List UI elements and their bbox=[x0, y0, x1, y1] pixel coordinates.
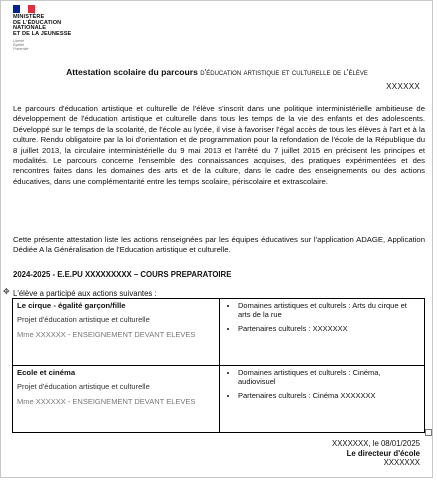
table-row bbox=[13, 366, 425, 433]
signature-name: XXXXXXX bbox=[383, 458, 420, 467]
actions-intro: L'élève a participé aux actions suivantes : bbox=[13, 289, 157, 298]
table-resize-handle[interactable] bbox=[425, 429, 432, 436]
flag-white-stripe bbox=[20, 5, 27, 13]
action-project-type: Projet d'éducation artistique et culturelle bbox=[17, 315, 150, 324]
action-title: Ecole et cinéma bbox=[17, 368, 76, 377]
republic-motto: Liberté Égalité Fraternité bbox=[13, 39, 29, 52]
actions-table bbox=[12, 298, 425, 433]
title-bold: Attestation scolaire du parcours bbox=[66, 67, 198, 77]
flag-blue-stripe bbox=[13, 5, 20, 13]
flag-red-stripe bbox=[28, 5, 35, 13]
ministry-logo bbox=[13, 5, 83, 51]
action-title: Le cirque - égalité garçon/fille bbox=[17, 301, 126, 310]
adage-paragraph: Cette présente attestation liste les actions renseignées par les équipes éducatives sur l'application ADAGE, Application Dédiée A la Généralisation de l'Education artistique et culturelle. bbox=[13, 235, 425, 255]
document-title bbox=[17, 67, 417, 77]
action-cell[interactable] bbox=[13, 366, 220, 433]
school-year-heading: 2024-2025 - E.E.PU XXXXXXXXX – COURS PREPARATOIRE bbox=[13, 270, 232, 279]
table-move-handle-icon[interactable]: ✥ bbox=[3, 287, 10, 296]
action-teacher: Mme XXXXXX - ENSEIGNEMENT DEVANT ELEVES bbox=[17, 330, 196, 339]
action-partners: • Partenaires culturels : XXXXXXX bbox=[238, 324, 420, 333]
ministry-name: MINISTÈRE DE L'ÉDUCATION NATIONALE ET DE LA JEUNESSE bbox=[13, 14, 72, 37]
intro-paragraph: Le parcours d'éducation artistique et culturelle de l'élève s'inscrit dans une politique interministérielle ambitieuse de développement de l'éducation artistique et culturelle dans tous les temps de la vie des enfants et des adolescents. Développé sur le temps de la scolarité, de l'école au lycée, il vise à favoriser l'égal accès de tous les élèves à l'art et à la culture. Rendu obligatoire par la loi d'orientation et de programmation pour la refondation de l'école de la République du 8 juillet 2013, la circulaire interministérielle du 9 mai 2013 et l'arrêté du 7 juillet 2015 en précisent les principes et modalités. Le parcours concerne l'ensemble des connaissances acquises, des pratiques expérimentées et des rencontres faites dans les domaines des arts et de la culture, dans le cadre des enseignements ou des actions éducatives, dans une complémentarité entre les temps scolaire, périscolaire et extrascolaire. bbox=[13, 104, 425, 186]
student-code: XXXXXX bbox=[386, 82, 420, 91]
signature-role: Le directeur d'école bbox=[346, 448, 420, 458]
signature-place-date: XXXXXXX, le 08/01/2025 bbox=[332, 439, 420, 448]
title-rest: d'éducation artistique et culturelle de l'élève bbox=[197, 67, 368, 77]
action-details-list bbox=[224, 301, 420, 333]
action-details-list bbox=[224, 368, 420, 400]
action-project-type: Projet d'éducation artistique et culturelle bbox=[17, 382, 150, 391]
signature-block bbox=[332, 439, 420, 468]
action-partners: • Partenaires culturels : Cinéma XXXXXXX bbox=[238, 391, 420, 400]
action-teacher: Mme XXXXXX - ENSEIGNEMENT DEVANT ELEVES bbox=[17, 397, 196, 406]
action-details-cell[interactable] bbox=[220, 366, 425, 433]
action-domains: • Domaines artistiques et culturels : Cinéma, audiovisuel bbox=[238, 368, 420, 386]
action-cell[interactable] bbox=[13, 299, 220, 366]
french-flag-icon bbox=[13, 5, 35, 13]
action-details-cell[interactable] bbox=[220, 299, 425, 366]
action-domains: • Domaines artistiques et culturels : Arts du cirque et arts de la rue bbox=[238, 301, 420, 319]
table-row bbox=[13, 299, 425, 366]
